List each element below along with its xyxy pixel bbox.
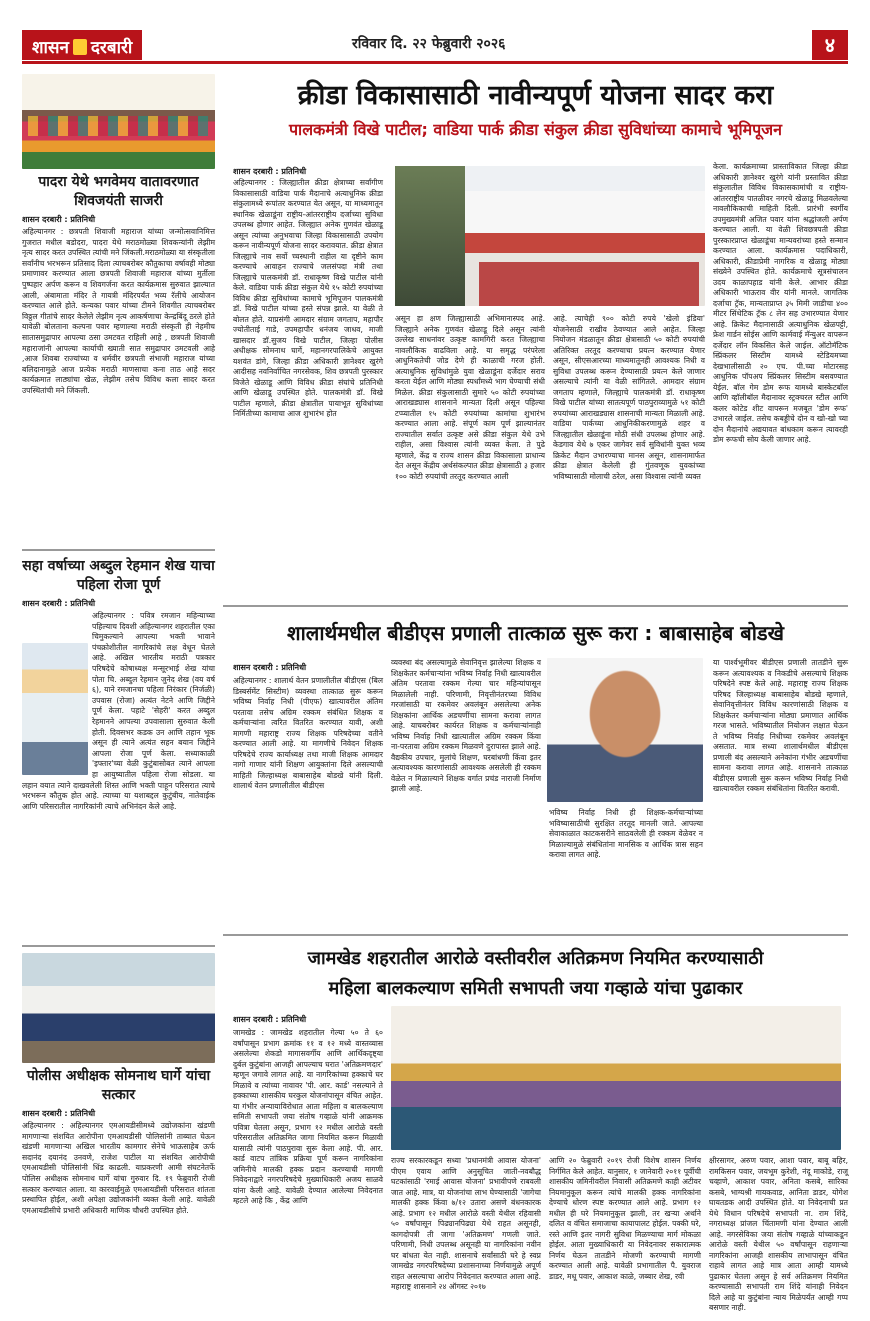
column-1: [233, 1028, 383, 1304]
byline: शासन दरबारी : प्रतिनिधी: [233, 663, 307, 672]
column-text: आहे. त्याचेही ९०० कोटी रुपये 'खेलो इंडिया' योजनेसाठी राखीव ठेवण्यात आले आहेत. जिल्हा नियोजन मंडळातून क्रीडा क्षेत्रासाठी ५० कोटी रुपयांची अतिरिक्त तरतूद करण्याचा प्रयत्न करण्यात येणार असून, सीएसआरच्या माध्यमातूनही आवश्यक निधी व सुविधा उपलब्ध करून देण्यासाठी प्रयत्न केले जाणार असल्याचे त्यांनी या वेळी सांगितले. आमदार संग्राम जगताप म्हणाले, जिल्ह्याचे पालकमंत्री डॉ. राधाकृष्ण विखे पाटील यांच्या सातत्यपूर्ण पाठपुराव्यामुळे ५१ कोटी रुपयांच्या आराखड्यास शासनाची मान्यता मिळाली आहे. वाडिया पार्कच्या आधुनिकीकरणामुळे शहर व जिल्ह्यातील खेळाडूंना मोठी संधी उपलब्ध होणार आहे. केडगाव येथे ७ एकर जागेवर सर्व सुविधांनी युक्त भव्य क्रिकेट मैदान उभारण्याचा मानस असून, शासनामार्फत क्रीडा क्षेत्रात केलेली ही गुंतवणूक युवकांच्या भविष्यासाठी मोलाची ठरेल, असा विश्वास त्यांनी व्यक्त: [553, 314, 705, 481]
satkar-photo: [22, 953, 215, 1063]
column-4: [713, 658, 848, 932]
story-title: पादरा येथे भगवेमय वातावरणात शिवजयंती साजरी: [38, 174, 199, 209]
column-text: क्षीरसागर, अरुण पवार, आशा पवार, बाबू बहिर, रामकिसन पवार, जयभूम कुरेशी, नंदू माकोडे, राजू चव्हाणे, आकाश पवार, अनिता कसबे, सारिका कसबे, भाग्यश्री गायकवाड, आनिता डाडर, योगेश घायतडक आदी उपस्थित होते. या निवेदनाची प्रत येथे विधान परिषदेचे सभापती ना. राम शिंदे, नगराध्यक्ष प्रांजल चिंतामणी यांना देण्यात आली आहे. नगरसेविका जया संतोष गव्हाळे यांच्याकडून आरोळे वस्ती येथील ५० वर्षांपासून राहणाऱ्या नागरिकांना आजही शासकीय लाभापासून वंचित राहावे लागत आहे मात्र आता आम्ही यामध्ये पुढाकार घेतला असून हे सर्व अतिक्रमण नियमित करण्यासाठी सभापती राम शिंदे यांनाही निवेदन दिले आहे या कुटुंबांना न्याय मिळेपर्यंत आम्ही गप्प बसणार नाही.: [709, 1156, 848, 1312]
article-jamkhed: [223, 944, 848, 1312]
byline: शासन दरबारी : प्रतिनिधी: [233, 1015, 307, 1024]
headline: शालार्थमधील बीडीएस प्रणाली तात्काळ सुरू करा : बाबासाहेब बोडखे: [287, 621, 784, 645]
headline: क्रीडा विकासासाठी नावीन्यपूर्ण योजना सादर करा: [297, 80, 774, 111]
column-2: [391, 1156, 541, 1304]
brand-left: शासन: [32, 38, 69, 58]
main-content: [223, 74, 848, 1312]
column-text: राज्य सरकारकडून सध्या 'प्रधानमंत्री आवास योजना' पीएम एवाय आणि अनुसूचित जाती-नवबौद्ध घटकांसाठी 'रमाई आवास योजना' प्रभावीपणे राबवली जात आहे. मात्र, या योजनांचा लाभ घेण्यासाठी 'जागेचा मालकी हक्क किंवा ७/१२ उतारा असणे बंधनकारक आहे. प्रभाग १२ मधील आरोळे वस्ती येथील रहिवासी ५० वर्षांपासून पिढ्यानपिढ्या येथे राहत असूनही, कागदोपत्री ती जागा 'अतिक्रमण' गणली जाते. परिणामी, निधी उपलब्ध असूनही या नागरिकांना नवीन घर बांधता येत नाही. शासनाचे सर्वांसाठी घरे हे स्वप्न जामखेड नगरपरिषदेच्या प्रशासनाच्या निर्णयामुळे अपूर्ण राहत असल्याचा आरोप निवेदनात करण्यात आला आहे. महाराष्ट्र शासनाने २४ ऑगस्ट २०१७: [391, 1156, 541, 1291]
column-text: आणि २० फेब्रुवारी २०१९ रोजी विशेष शासन निर्णय निर्गमित केले आहेत. यानुसार, १ जानेवारी २०११ पूर्वीची शासकीय जमिनीवरील निवासी अतिक्रमणे काही अटीवर नियमानुकूल करून त्यांचे मालकी हक्क नागरिकांना देण्याचे धोरण स्पष्ट करण्यात आले आहे. प्रभाग १२ मधील ही घरे नियमानुकूल झाली, तर खऱ्या अर्थाने दलित व वंचित समाजाचा कायापालट होईल. पक्की घरे, रस्ते आणि इतर नागरी सुविधा मिळण्याचा मार्ग मोकळा होईल. आता मुख्याधिकारी या निवेदनावर सकारात्मक निर्णय घेऊन तातडीने मोजणी करण्याची मागणी करण्यात आली आहे. यावेळी प्रभागातील पै. युवराज डाडर, मधू पवार, आकाश काळे, जब्बार शेख, रवी: [549, 1156, 701, 1281]
portrait-photo: [547, 658, 703, 802]
brand-right: दरबारी: [90, 38, 133, 58]
column-text: अहिल्यानगर : जिल्ह्यातील क्रीडा क्षेत्राच्या सर्वांगीण विकासासाठी वाडिया पार्क मैदानाचे अत्याधुनिक क्रीडा संकुलामध्ये रूपांतर करण्यात येत असून, या माध्यमातून स्थानिक खेळाडूंना राष्ट्रीय-आंतरराष्ट्रीय दर्जाच्या सुविधा उपलब्ध होणार आहेत. जिल्ह्यात अनेक गुणवंत खेळाडू असून त्यांच्या अनुभवाचा जिल्हा विकासासाठी उपयोग करून नावीन्यपूर्ण योजना सादर करावयात. क्रीडा क्षेत्रात जिल्ह्याचे नाव सर्वो च्चस्थानी राहील या दृष्टीने काम करण्याचे आवाहन राज्याचे जलसंपदा मंत्री तथा जिल्ह्याचे पालकमंत्री डॉ. राधाकृष्ण विखे पाटील यांनी केले. वाडिया पार्क क्रीडा संकुल येथे १५ कोटी रुपयांच्या विविध क्रीडा सुविधांच्या कामाचे भूमिपूजन पालकमंत्री डॉ. विखे पाटील यांच्या हस्ते संपन्न झाले. या वेळी ते बोलत होते. याप्रसंगी आमदार संग्राम जगताप, महापौर ज्योतीताई गाडे, उपमहापौर धनंजय जाधव, माजी खासदार डॉ.सुजय विखे पाटील, जिल्हा पोलीस अधीक्षक सोमनाथ घार्गे, महानगरपालिकेचे आयुक्त यशवंत डांगे, जिल्हा क्रीडा अधिकारी ज्ञानेश्वर खुरंगे आदीसह नवनिर्वाचित नगरसेवक, शिव छत्रपती पुरस्कार विजेते खेळाडू आणि विविध क्रीडा संघांचे प्रतिनिधी आणि खेळाडू उपस्थित होते. पालकमंत्री डॉ. विखे पाटील म्हणाले, क्रीडा क्षेत्रातील पायाभूत सुविधांच्या निर्मितीच्या कामाचा आज शुभारंभ होत: [233, 178, 383, 418]
shivjayanti-photo: [22, 74, 215, 169]
column-text: असून हा क्षण जिल्ह्यासाठी अभिमानास्पद आहे. जिल्ह्याने अनेक गुणवंत खेळाडू दिले असून त्यांनी उल्लेख साधनांवर उत्कृष्ट कामगिरी करत जिल्ह्याचा नावलौकिक वाढविला आहे. या समृद्ध परंपरेला आधुनिकतेची जोड देणे ही काळाची गरज होती. अत्याधुनिक सुविधांमुळे युवा खेळाडूंना दर्जेदार सराव करता येईल आणि मोठ्या स्पर्धांमध्ये भाग घेण्याची संधी मिळेल. क्रीडा संकुलासाठी सुमारे ५० कोटी रुपयांच्या आराखड्यास शासनाने मान्यता दिली असून पहिल्या टप्प्यातील १५ कोटी रुपयांच्या कामांचा शुभारंभ करण्यात आला आहे. संपूर्ण काम पूर्ण झाल्यानंतर राज्यातील सर्वात उत्कृष्ट असे क्रीडा संकुल येथे उभे राहील, असा विश्वास त्यांनी व्यक्त केला. ते पुढे म्हणाले, केंद्र व राज्य शासन क्रीडा विकासाला प्राधान्य देत असून केंद्रीय अर्थसंकल्पात क्रीडा क्षेत्रासाठी ३ हजार १०० कोटी रुपयांची तरतूद करण्यात आली: [395, 314, 545, 481]
story-body: अहिल्यानगर : अहिल्यानगर एमआयडीसीमध्ये उद्योजकांना खंडणी मागणाऱ्या संशयित आरोपीना एमआयडीसी पोलिसांनी ताब्यात घेऊन खंडणी मागणाऱ्या अखिल भारतीय कामगार सेनेचे भाऊसाहेब ऊर्फ सदानंद दयानंद उनवणे, राजेश पाटील या संशयित आरोपीची एमआयडीसी पोलिसांनी धिंड काढली. याप्रकरणी आमी संघटनेतर्फे पोलिस अधीक्षक सोमनाथ घार्गे यांचा गुरुवार दि. १९ फेब्रुवारी रोजी सत्कार करण्यात आला. या कारवाईमुळे एमआयडीसी परिसरात शांतता प्रस्थापित होईल, अशी अपेक्षा उद्योजकांनी व्यक्त केली आहे. यावेळी एमआयडीसीचे प्रभारी अधिकारी माणिक चौधरी उपस्थित होते.: [22, 1121, 215, 1215]
column-4: [713, 162, 848, 598]
story-body-text: अहिल्यानगर : पवित्र रमजान महिन्याच्या पहिल्याच दिवशी अहिल्यानगर शहरातील एका चिमुकल्याने आपल्या भक्ती भावाने पंचक्रोशीतील नागरिकांचे लक्ष वेधून घेतले आहे. अखिल भारतीय मराठी पत्रकार परिषदेचे कोषाध्यक्ष मन्सूरभाई शेख यांचा पोता चि. अब्दुल रेहमान जुनेद शेख (वय वर्ष ६), याने रमजानचा पहिला निरंकार (निर्जळी) उपवास (रोजा) अत्यंत नेटने आणि जिद्दीने पूर्ण केला. पहाटे 'सेहरी' करत अब्दुल रेहमानने आपल्या उपवासाला सुरुवात केली होती. दिवसभर कडक उन आणि तहान भूक असून ही त्याने अत्यंत सहन बयान जिद्दीने आपला रोजा पूर्ण केला. सध्याकाळी 'इफ्तार'च्या वेळी कुटुंबासोबत त्याने आपला हा आयुष्यातील पहिला रोजा सोडला. या लहान वयात त्याने दाखवलेली शिस्त आणि भक्ती पाहून परिसरात त्याचे भरभरून कौतुक होत आहे. त्याच्या या यशाबद्दल कुटुंबीय, नातेवाईक आणि परिसरातील नागरिकांनी त्याचे अभिनंदन केले आहे.: [22, 611, 215, 811]
jamkhed-photo: [391, 1006, 841, 1150]
column-2: [395, 314, 545, 598]
photo-caption: [549, 808, 703, 932]
headline-line-1: जामखेड शहरातील आरोळे वस्तीवरील अतिक्रमण नियमित करण्यासाठी: [307, 948, 764, 969]
story-body: अहिल्यानगर : छत्रपती शिवाजी महाराज यांच्या जन्मोत्सवानिमित्त गुजरात मधील बडोदरा, पादरा येथे मराठमोळ्या शिवकन्यांनी लेझीम नृत्य सादर करत उपस्थित त्यांची मने जिंकली.मराठमोळ्या या संस्कृतीला सर्वांनीच भरभरून प्रतिसाद दिला त्याचबरोबर कौतुकाचा वर्षावही मोठ्या प्रमाणावर करण्यात आला छत्रपती शिवाजी महाराज यांच्या मुर्तीला पुष्पहार अर्पण करून व शिवगर्जना करत कार्यक्रमास सुरुवात झाल्यात आली, अंबामाता मंदिर ते गायत्री मंदिरपर्यंत भव्य रॅलीचे आयोजन करण्यात आले होते. कन्यका पवार यांच्या टीमने शिवगीत त्याचबरोबर विठ्ठल गीतांचे सादर केलेले लेझीम नृत्य आकर्षणाचा केन्द्रबिंदू ठरले होते यावेळी बोलताना कल्पना पवार म्हणाल्या मराठी संस्कृती ही नेहमीच सातासमुद्रापार आपल्या ठसा उमटवत राहिली आहे , छत्रपती शिवाजी महाराजांनी आपल्या कार्याची ख्याती सात समुद्रापार उमटवली आहे ,आज शिवबा राज्यांच्या व धर्मवीर छत्रपती संभाजी महाराज यांच्या बलिदानामुळे आज प्रत्येक मराठी माणसाचा कना ताठ आहे सदर कार्यक्रमात लाठ्यांचा खेळ, लेझीम तसेच विविध कला सादर करत उपस्थितांची मने जिंकली.: [22, 227, 215, 395]
masthead: [22, 28, 848, 64]
story-body: [22, 611, 215, 941]
column-text: व्यवस्था बंद असल्यामुळे सेवानिवृत्त झालेल्या शिक्षक व शिक्षकेतर कर्मचाऱ्यांना भविष्य निर्वाह निधी खात्यावरील अंतिम परतावा रक्कम गेल्या चार महिन्यांपासून मिळालेली नाही. परिणामी, निवृत्तीनंतरच्या विविध गरजांसाठी या रकमेवर अवलंबून असलेल्या अनेक शिक्षकांना आर्थिक अडचणींचा सामना करावा लागत आहे. याचबरोबर कार्यरत शिक्षक व कर्मचाऱ्यांनाही भविष्य निर्वाह निधी खात्यातील अग्रिम रक्कम किंवा ना-परतावा अग्रिम रक्कम मिळवणे दुरापास्त झाले आहे. वैद्यकीय उपचार, मुलांचे शिक्षण, घरबांधणी किंवा इतर अत्यावश्यक कारणांसाठी आवश्यक असलेली ही रक्कम वेळेत न मिळाल्याने शिक्षक वर्गात प्रचंड नाराजी निर्माण झाली आहे.: [391, 658, 541, 793]
emblem-icon: [73, 39, 87, 55]
column-text: अहिल्यानगर : शालार्थ वेतन प्रणालीतील बीडीएस (बिल डिस्बर्समेंट सिस्टीम) व्यवस्था तात्काळ सुरू करून भविष्य निर्वाह निधी (पीएफ) खात्यावरील अंतिम परतावा तसेच अग्रिम रक्कम संबंधित शिक्षक व कर्मचाऱ्यांना त्वरित वितरित करण्यात यावी, अशी मागणी महाराष्ट्र राज्य शिक्षक परिषदेच्या वतीने करण्यात आली आहे. या मागणीचे निवेदन शिक्षक परिषदेचे राज्य कार्याध्यक्ष तथा माजी शिक्षक आमदार नागो गाणार यांनी शिक्षण आयुक्तांना दिले असल्याची माहिती जिल्हाध्यक्ष बाबासाहेब बोडखे यांनी दिली. शालार्थ वेतन प्रणालीतील बीडीएस: [233, 676, 383, 790]
sidebar-story-roza: [22, 557, 215, 947]
sidebar-story-satkar: [22, 953, 215, 1275]
story-title: पोलीस अधीक्षक सोमनाथ घार्गे यांचा सत्कार: [26, 1068, 211, 1103]
column-1: [233, 676, 383, 932]
subheadline: पालकमंत्री विखे पाटील; वाडिया पार्क क्रीडा संकुल क्रीडा सुविधांच्या कामाचे भूमिपूजन: [288, 120, 783, 139]
byline: शासन दरबारी : प्रतिनिधी: [22, 599, 96, 608]
page-number: ४: [812, 30, 848, 60]
article-sports: [223, 74, 848, 607]
column-text: केला. कार्यक्रमाच्या प्रास्ताविकात जिल्हा क्रीडा अधिकारी ज्ञानेश्वर खुरंगे यांनी प्रस्तावित क्रीडा संकुलातील विविध विकासकामांची व राष्ट्रीय-आंतरराष्ट्रीय पातळीवर नगरचे खेळाडू मिळवलेल्या नावलौकिकाची माहिती दिली. प्रारंभी स्वर्गीय उपमुख्यमंत्री अजित पवार यांना श्रद्धांजली अर्पण करण्यात आली. या वेळी शिवछत्रपती क्रीडा पुरस्कारप्राप्त खेळाडूंचा मान्यवरांच्या हस्ते सन्मान करण्यात आला. कार्यक्रमास पदाधिकारी, अधिकारी, क्रीडाप्रेमी नागरिक व खेळाडू मोठ्या संख्येने उपस्थित होते. कार्यक्रमाचे सूत्रसंचालन उदय काळापहाड यांनी केले. आभार क्रीडा अधिकारी भाऊराव वीर यांनी मानले. जागतिक दर्जाचा ट्रॅक, मान्यताप्राप्त ३५ मिमी जाडीचा ४०० मीटर सिंथेटिक ट्रॅक ८ लेन सह उभारण्यात येणार आहे. क्रिकेट मैदानासाठी अत्याधुनिक खेळपट्टी, फ्रेश गार्डन सोईस आणि कार्मवाई मॅन्युअर वापरून दर्जेदार लॉन विकसित केले जाईल. ऑटोमॅटिक स्प्रिंकलर सिस्टीम यामध्ये स्टेडियमच्या देखभालीसाठी २० एच. पी.च्या मोटारसह आधुनिक पॉपअप स्प्रिंकलर सिस्टीम बसवण्यात येईल. बॉल गेम डोम रूफ यामध्ये बास्केटबॉल आणि व्हॉलीबॉल मैदानावर स्ट्रक्चरल स्टील आणि कलर कोटेड शीट वापरून मजबूत 'डोम रूफ' उभारले जाईल. तसेच कबड्डीचे दोन व खो-खो च्या दोन मैदानांचे अद्ययावत बांधकाम करून त्यावरही डोम रूफची सोय केली जाणार आहे.: [713, 162, 848, 444]
left-sidebar: [22, 74, 215, 1304]
story-title: सहा वर्षाच्या अब्दुल रेहमान शेख याचा पहिला रोजा पूर्ण: [22, 558, 215, 593]
column-3: [553, 314, 705, 598]
sidebar-story-shivjayanti: [22, 74, 215, 551]
byline: शासन दरबारी : प्रतिनिधी: [22, 215, 96, 224]
issue-date: रविवार दि. २२ फेब्रुवारी २०२६: [352, 36, 506, 52]
event-photo: [395, 166, 705, 306]
column-4: [709, 1156, 848, 1312]
byline: शासन दरबारी : प्रतिनिधी: [22, 1109, 96, 1118]
column-1: [233, 178, 383, 598]
article-bds: [223, 614, 848, 936]
headline-line-2: महिला बालकल्याण समिती सभापती जया गव्हाळे यांचा पुढाकार: [328, 978, 743, 999]
column-text: जामखेड : जामखेड शहरातील गेल्या ५० ते ६० वर्षांपासून प्रभाग क्रमांक ११ व १२ मध्ये वास्तव्यास असलेल्या शेकडो मागासवर्गीय आणि आर्थिकदृष्ट्या दुर्बल कुटुंबांना आजही आपल्याच घरात 'अतिक्रमणदार' म्हणून जगावे लागत आहे. या नागरिकांच्या हक्काचे घर मिळावे व त्यांच्या नावावर 'पी. आर. कार्ड' नसल्याने ते हक्काच्या शासकीय घरकुल योजनांपासून वंचित आहेत. या गंभीर अन्यायाविरोधात आता महिला व बालकल्याण समिती सभापती जया संतोष गव्हाळे यांनी आक्रमक पवित्रा घेतला असून, प्रभाग १२ मधील आरोळे वस्ती परिसरातील अतिक्रमित जागा नियमित करून मिळावी यासाठी त्यांनी पाठपुरावा सुरू केला आहे. पी. आर. कार्ड वाटप तांत्रिक प्रक्रिया पूर्ण करून नागरिकांना जमिनीचे मालकी हक्क प्रदान करण्याची मागणी निवेदनाद्वारे नगरपरिषदेचे मुख्याधिकारी अजय साळवे यांना केली आहे. यावेळी देण्यात आलेल्या निवेदनात म्हटले आहे कि , केंद्र आणि: [233, 1028, 383, 1205]
column-3: [549, 1156, 701, 1304]
brand-logo: [22, 30, 142, 60]
column-text: या पार्श्वभूमीवर बीडीएस प्रणाली तातडीने सुरू करून अत्यावश्यक व निकडीचे असल्याचे शिक्षक परिषदेने स्पष्ट केले आहे. महाराष्ट्र राज्य शिक्षक परिषद जिल्हाध्यक्ष बाबासाहेब बोडखे म्हणाले, सेवानिवृत्तीनंतर विविध कारणांसाठी शिक्षक व शिक्षकेतर कर्मचाऱ्यांना मोठ्या प्रमाणात आर्थिक गरज भासते. भविष्यातील नियोजन लक्षात घेऊन ते भविष्य निर्वाह निधीच्या रकमेवर अवलंबून असतात. मात्र सध्या शालार्थमधील बीडीएस प्रणाली बंद असल्याने अनेकांना गंभीर अडचणींचा सामना करावा लागत आहे. शासनाने तात्काळ बीडीएस प्रणाली सुरू करून भविष्य निर्वाह निधी खात्यावरील रक्कम संबंधितांना वितरित करावी.: [713, 658, 848, 793]
column-2: [391, 658, 541, 932]
byline: शासन दरबारी : प्रतिनिधी: [233, 167, 307, 176]
caption-text: भविष्य निर्वाह निधी ही शिक्षक-कर्मचाऱ्यांच्या भविष्यासाठीची सुरक्षित तरतूद मानली जाते. आपल्या सेवाकाळात काटकसरीने साठवलेली ही रक्कम वेळेवर न मिळाल्यामुळे संबंधितांना मानसिक व आर्थिक त्रास सहन करावा लागत आहे.: [549, 808, 703, 859]
